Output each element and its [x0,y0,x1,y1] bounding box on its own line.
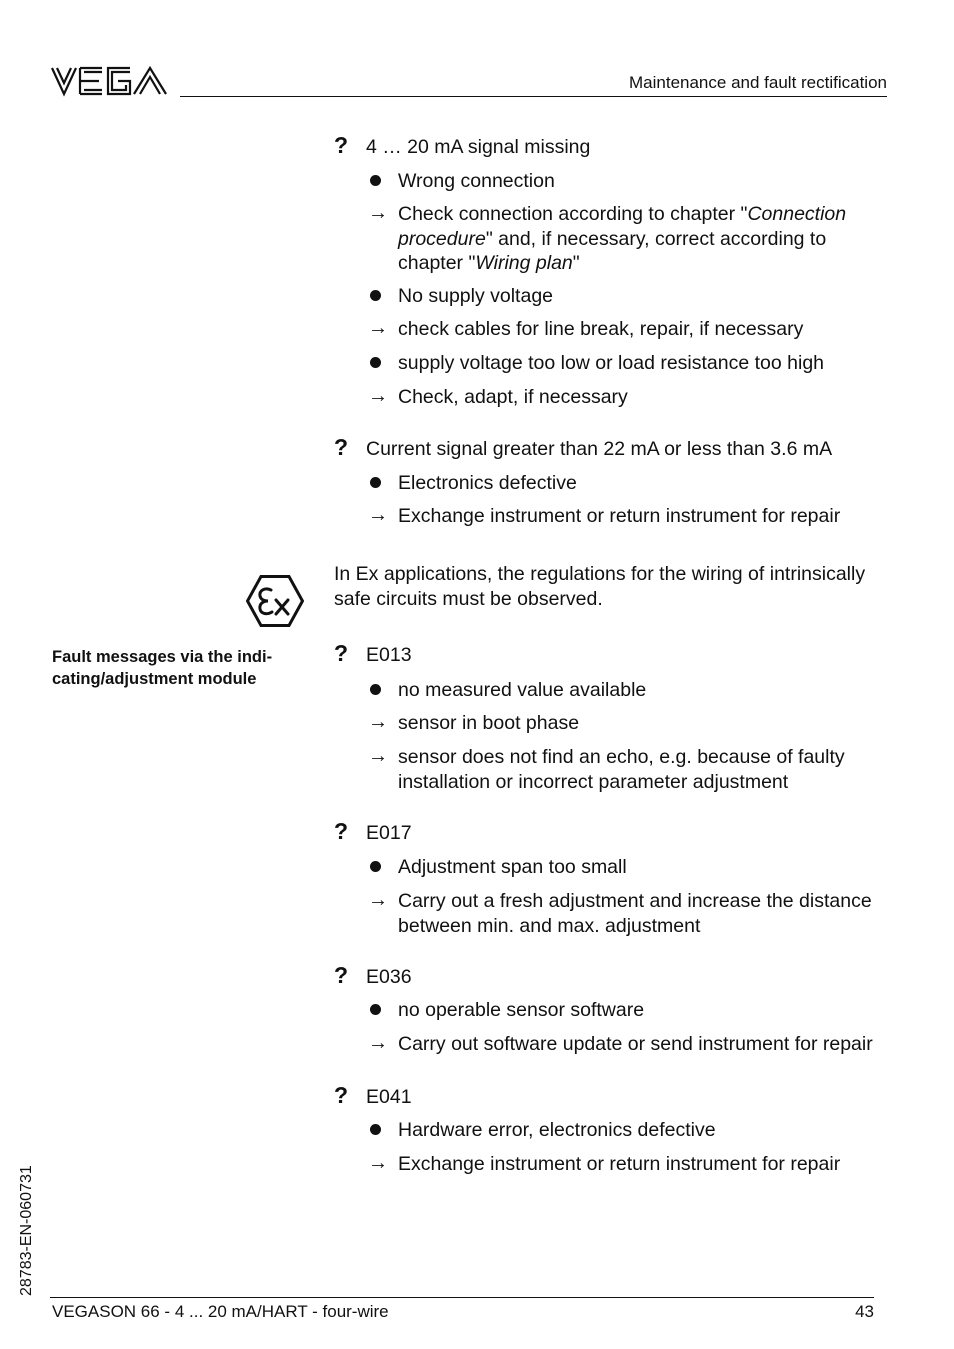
fault-remedy: Exchange instrument or return instrument for repair [398,1153,841,1175]
bullet-icon [370,1124,381,1135]
fault-question: 4 … 20 mA signal missing [366,136,591,158]
bullet-icon [370,357,381,368]
ex-note-text: In Ex applications, the regulations for the wiring of intrinsically safe circuits must be observed. [334,563,866,610]
question-mark-icon: ? [334,132,349,158]
bullet-icon [370,861,381,872]
fault-cause: no measured value available [398,679,647,701]
question-mark-icon: ? [334,640,349,666]
footer-divider [50,1297,874,1298]
fault-remedy: check cables for line break, repair, if necessary [398,318,804,340]
fault-remedy: Exchange instrument or return instrument for repair [398,505,841,527]
arrow-right-icon: → [368,711,388,733]
fault-cause: no operable sensor software [398,999,645,1021]
fault-question: E036 [366,966,412,988]
fault-remedy: sensor in boot phase [398,712,580,734]
header-divider [180,96,887,97]
fault-cause: Adjustment span too small [398,856,627,878]
section-side-heading: Fault messages via the indi- cating/adjustment module [52,648,273,688]
fault-remedy: Carry out software update or send instrument for repair [398,1033,873,1055]
arrow-right-icon: → [368,202,388,224]
fault-question: E017 [366,822,412,844]
fault-question: E041 [366,1086,412,1108]
arrow-right-icon: → [368,504,388,526]
arrow-right-icon: → [368,385,388,407]
arrow-right-icon: → [368,889,388,911]
arrow-right-icon: → [368,1032,388,1054]
question-mark-icon: ? [334,962,349,988]
arrow-right-icon: → [368,745,388,767]
fault-cause: No supply voltage [398,285,554,307]
bullet-icon [370,290,381,301]
fault-cause: Hardware error, electronics defective [398,1119,716,1141]
question-mark-icon: ? [334,1082,349,1108]
question-mark-icon: ? [334,818,349,844]
question-mark-icon: ? [334,434,349,460]
header-title: Maintenance and fault rectification [629,73,887,92]
arrow-right-icon: → [368,317,388,339]
footer-product: VEGASON 66 - 4 ... 20 mA/HART - four-wire [52,1302,389,1321]
fault-question: E013 [366,644,412,666]
fault-question: Current signal greater than 22 mA or less than 3.6 mA [366,438,833,460]
document-code: 28783-EN-060731 [18,1165,35,1296]
ex-explosion-protection-icon [246,575,304,627]
fault-cause: Electronics defective [398,472,577,494]
arrow-right-icon: → [368,1152,388,1174]
fault-remedy: Check connection according to chapter "Connection procedure" and, if necessary, correct according to chapter "Wiring plan" [398,203,847,274]
fault-cause: Wrong connection [398,170,555,192]
bullet-icon [370,684,381,695]
page-number: 43 [855,1302,874,1321]
bullet-icon [370,1004,381,1015]
bullet-icon [370,477,381,488]
fault-remedy: Check, adapt, if necessary [398,386,628,408]
fault-remedy: Carry out a fresh adjustment and increase the distance between min. and max. adjustment [398,890,872,937]
fault-cause: supply voltage too low or load resistance too high [398,352,825,374]
bullet-icon [370,175,381,186]
fault-remedy: sensor does not find an echo, e.g. because of faulty installation or incorrect parameter adjustment [398,746,845,793]
vega-logo [50,64,168,98]
